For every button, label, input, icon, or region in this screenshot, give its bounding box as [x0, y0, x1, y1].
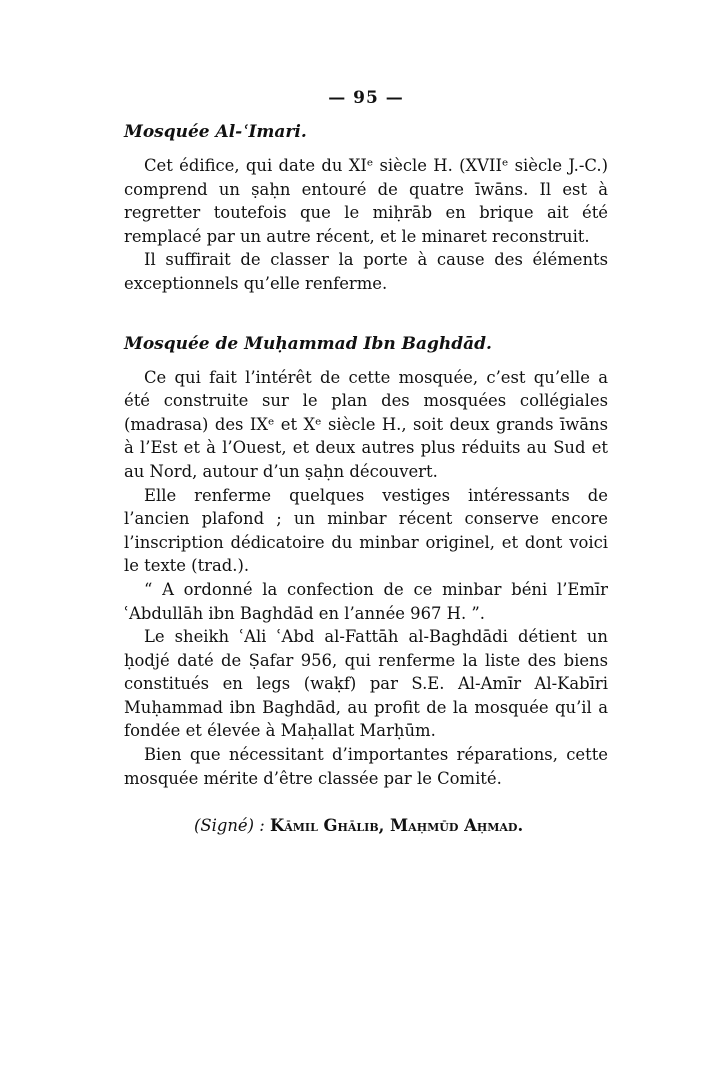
section-title-al-imari: Mosquée Al-ʿImari. — [124, 122, 307, 142]
paragraph: Cet édifice, qui date du XIᵉ siècle H. (XVIIᵉ siècle J.-C.) comprend un ṣaḥn entouré de quatre īwāns. Il est à regretter toutefois que le miḥrāb en brique ait été remplacé par un autre récent, et le minaret reconstruit. — [124, 156, 608, 246]
signature-line — [124, 816, 608, 835]
section-title-ibn-baghdad: Mosquée de Muḥammad Ibn Baghdād. — [124, 333, 492, 354]
signature-label: (Signé) : — [194, 816, 265, 836]
page-number: — 95 — — [328, 88, 404, 108]
paragraph: Le sheikh ʿAli ʿAbd al-Fattāh al-Baghdādi détient un ḥodjé daté de Ṣafar 956, qui renferme la liste des biens constitués en legs (waḳf) par S.E. Al-Amīr Al-Kabīri Muḥammad ibn Baghdād, au profit de la mosquée qu’il a fondée et élevée à Maḥallat Marḥūm. — [124, 627, 608, 741]
paragraph: Bien que nécessitant d’importantes réparations, cette mosquée mérite d’être classée par le Comité. — [124, 745, 608, 788]
paragraph: Elle renferme quelques vestiges intéressants de l’ancien plafond ; un minbar récent conserve encore l’inscription dédicatoire du minbar originel, et dont voici le texte (trad.). — [124, 485, 608, 576]
paragraph: “ A ordonné la confection de ce minbar béni l’Emīr ʿAbdullāh ibn Baghdād en l’année 967 H. ”. — [124, 579, 608, 623]
signatory-names: Kāmil Ghālib, Maḥmūd Aḥmad. — [269, 816, 524, 836]
paragraph: Ce qui fait l’intérêt de cette mosquée, c’est qu’elle a été construite sur le plan des mosquées collégiales (madrasa) des IXᵉ et Xᵉ siècle H., soit deux grands īwāns à l’Est et à l’Ouest, et deux autres plus réduits au Sud et au Nord, autour d’un ṣaḥn découvert. — [124, 367, 608, 481]
document-page — [124, 88, 608, 835]
paragraph: Il suffirait de classer la porte à cause des éléments exceptionnels qu’elle renferme. — [124, 250, 608, 293]
